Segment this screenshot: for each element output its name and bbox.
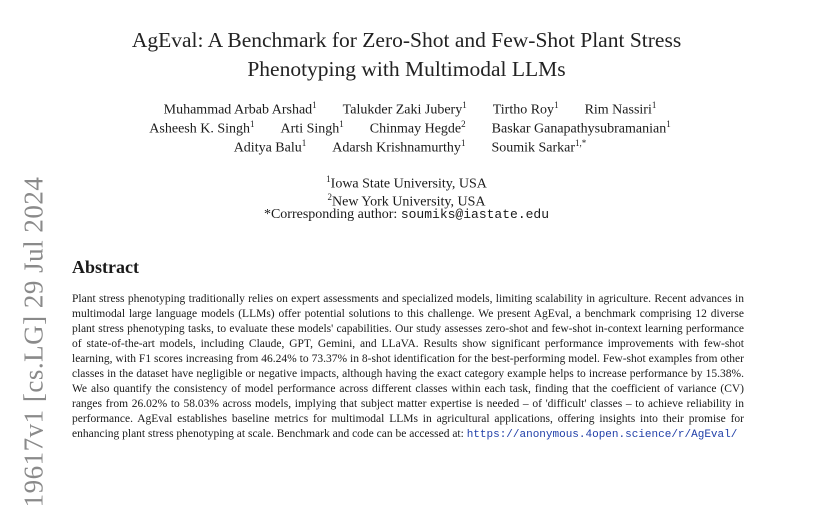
author: Adarsh Krishnamurthy$^1$	[332, 138, 466, 156]
author-row-2	[80, 119, 740, 138]
author: Rim Nassiri$^1$	[584, 100, 657, 118]
title-line-1: AgEval: A Benchmark for Zero-Shot and Few-Shot Plant Stress	[131, 28, 682, 52]
author-row-1	[80, 100, 740, 119]
author: Soumik Sarkar$^{1,*}$	[491, 138, 587, 156]
abstract-text: Plant stress phenotyping traditionally relies on expert assessments and specialized models, limiting scalability in agriculture. Recent advances in multimodal large language models (LLMs) offer potential solutions to this challenge. We present AgEval, a benchmark comprising 12 diverse plant stress phenotyping tasks, to evaluate these models' capabilities. Our study assesses zero-shot and few-shot in-context learning performance of state-of-the-art models, including Claude, GPT, Gemini, and LLaVA. Results show significant performance improvements with few-shot learning, with F1 scores increasing from 46.24% to 73.37% in 8-shot identification for the best-performing model. Few-shot examples from other classes in the dataset have negligible or negative impacts, although having the exact category example helps to increase performance by 15.38%. We also quantify the consistency of model performance across different classes within each task, finding that the coefficient of variance (CV) ranges from 26.02% to 58.03% across models, implying that subject matter expertise is needed – of 'difficult' classes – to achieve reliability in performance. AgEval establishes baseline metrics for multimodal LLMs in agricultural applications, offering insights into their promise for enhancing plant stress phenotyping at scale. Benchmark and code can be accessed at:	[72, 293, 744, 440]
corresponding-author: *Corresponding author: soumiks@iastate.edu	[263, 207, 550, 222]
author: Arti Singh$^1$	[280, 119, 344, 137]
affiliation: $^2$New York University, USA	[327, 192, 486, 210]
author: Asheesh K. Singh$^1$	[149, 119, 255, 137]
arxiv-identifier: 19617v1 [cs.LG] 29 Jul 2024	[18, 176, 49, 507]
title-line-2: Phenotyping with Multimodal LLMs	[247, 57, 566, 81]
paper-title	[60, 26, 753, 84]
author: Baskar Ganapathysubramanian$^1$	[491, 119, 671, 137]
benchmark-link[interactable]: https://anonymous.4open.science/r/AgEval/	[466, 429, 738, 441]
corresponding-email[interactable]: soumiks@iastate.edu	[400, 207, 550, 222]
author-row-3	[80, 138, 740, 157]
author: Talukder Zaki Jubery$^1$	[342, 100, 467, 118]
author: Chinmay Hegde$^2$	[369, 119, 466, 137]
abstract-heading: Abstract	[72, 257, 139, 277]
affiliation: $^1$Iowa State University, USA	[326, 174, 487, 192]
author: Muhammad Arbab Arshad$^1$	[163, 100, 317, 118]
author: Tirtho Roy$^1$	[492, 100, 559, 118]
abstract-body	[72, 292, 744, 443]
author: Aditya Balu$^1$	[233, 138, 307, 156]
